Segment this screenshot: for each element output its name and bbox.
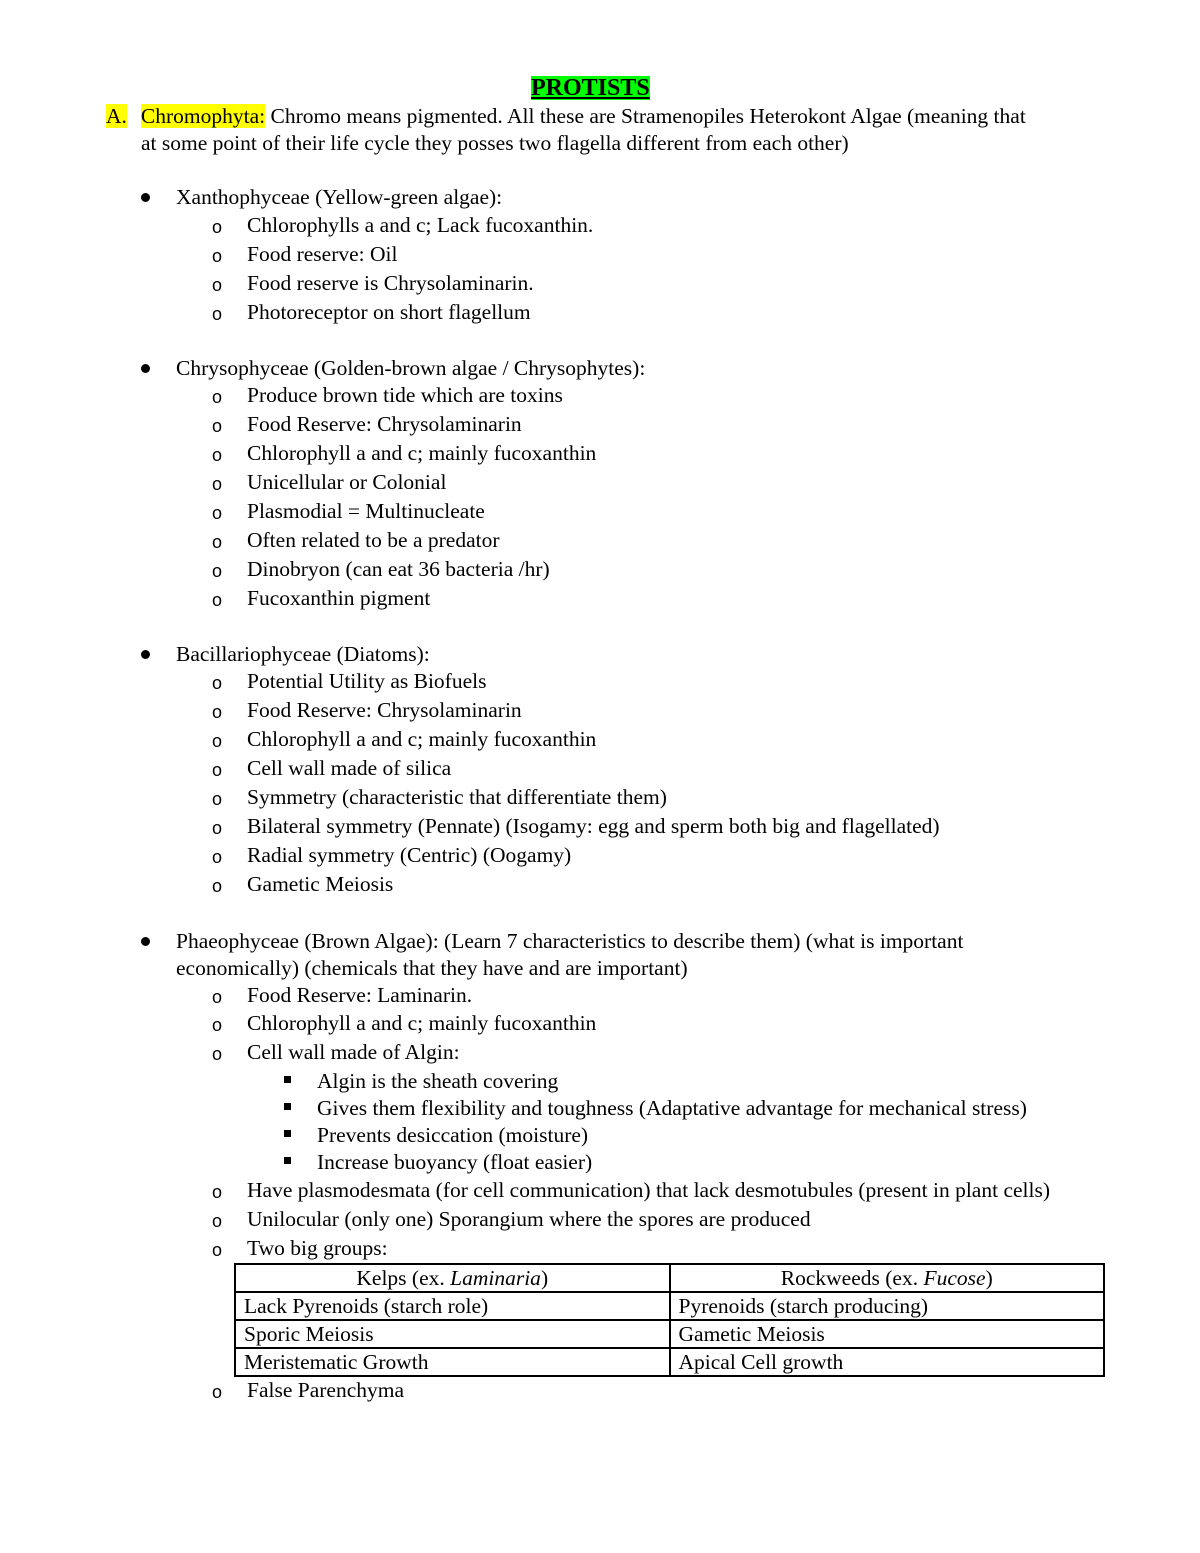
sub-bullet-marker: o xyxy=(212,987,223,1007)
list-item: Potential Utility as Biofuels xyxy=(247,669,487,693)
list-item: Food Reserve: Laminarin. xyxy=(247,983,473,1007)
sub-bullet-marker: o xyxy=(212,789,223,809)
square-bullet xyxy=(284,1130,291,1137)
group-heading-chrysophyceae: Chrysophyceae (Golden-brown algae / Chrysophytes): xyxy=(176,356,646,380)
sub-bullet-marker: o xyxy=(212,445,223,465)
sub-bullet-marker: o xyxy=(212,1015,223,1035)
list-subitem: Gives them flexibility and toughness (Adaptative advantage for mechanical stress) xyxy=(317,1096,1027,1120)
sub-bullet-marker: o xyxy=(212,561,223,581)
sub-bullet-marker: o xyxy=(212,760,223,780)
table-cell: Pyrenoids (starch producing) xyxy=(670,1292,1105,1320)
section-name: Chromophyta: xyxy=(140,104,266,128)
list-item: Fucoxanthin pigment xyxy=(247,586,431,610)
bullet-dot xyxy=(141,650,150,659)
sub-bullet-marker: o xyxy=(212,673,223,693)
table-cell: Gametic Meiosis xyxy=(670,1320,1105,1348)
list-item: Two big groups: xyxy=(247,1236,388,1260)
list-item: Chlorophyll a and c; mainly fucoxanthin xyxy=(247,727,597,751)
section-heading xyxy=(106,106,1026,128)
sub-bullet-marker: o xyxy=(212,503,223,523)
sub-bullet-marker: o xyxy=(212,474,223,494)
table-header-rockweeds xyxy=(670,1264,1105,1292)
table-cell: Sporic Meiosis xyxy=(235,1320,670,1348)
header-genus: Fucose xyxy=(923,1266,986,1290)
table-cell: Meristematic Growth xyxy=(235,1348,670,1376)
sub-bullet-marker: o xyxy=(212,217,223,237)
table-header-kelps xyxy=(235,1264,670,1292)
sub-bullet-marker: o xyxy=(212,847,223,867)
sub-bullet-marker: o xyxy=(212,304,223,324)
sub-bullet-marker: o xyxy=(212,1382,223,1402)
list-item: Have plasmodesmata (for cell communication) that lack desmotubules (present in plant cells) xyxy=(247,1178,1051,1202)
sub-bullet-marker: o xyxy=(212,702,223,722)
sub-bullet-marker: o xyxy=(212,731,223,751)
list-item: Photoreceptor on short flagellum xyxy=(247,300,531,324)
group-heading-bacillariophyceae: Bacillariophyceae (Diatoms): xyxy=(176,642,430,666)
group-heading-xanthophyceae: Xanthophyceae (Yellow-green algae): xyxy=(176,185,503,209)
sub-bullet-marker: o xyxy=(212,818,223,838)
sub-bullet-marker: o xyxy=(212,1240,223,1260)
list-item: Unilocular (only one) Sporangium where the spores are produced xyxy=(247,1207,811,1231)
sub-bullet-marker: o xyxy=(212,590,223,610)
header-close: ) xyxy=(985,1266,993,1290)
group-heading-phaeophyceae-continued: economically) (chemicals that they have and are important) xyxy=(176,956,688,980)
bullet-dot xyxy=(141,937,150,946)
list-item: Food Reserve: Chrysolaminarin xyxy=(247,698,522,722)
list-item: Unicellular or Colonial xyxy=(247,470,447,494)
header-close: ) xyxy=(540,1266,549,1290)
list-item: Chlorophyll a and c; mainly fucoxanthin xyxy=(247,1011,597,1035)
list-item: Bilateral symmetry (Pennate) (Isogamy: egg and sperm both big and flagellated) xyxy=(247,814,940,838)
table-cell: Apical Cell growth xyxy=(670,1348,1105,1376)
sub-bullet-marker: o xyxy=(212,876,223,896)
list-item: Produce brown tide which are toxins xyxy=(247,383,563,407)
sub-bullet-marker: o xyxy=(212,1211,223,1231)
list-item: Often related to be a predator xyxy=(247,528,500,552)
page-title: PROTISTS xyxy=(531,75,650,101)
section-letter: A. xyxy=(106,104,127,128)
bullet-dot xyxy=(141,364,150,373)
list-item: Food reserve: Oil xyxy=(247,242,398,266)
table-header-row xyxy=(235,1264,1104,1292)
sub-bullet-marker: o xyxy=(212,1044,223,1064)
group-heading-phaeophyceae: Phaeophyceae (Brown Algae): (Learn 7 characteristics to describe them) (what is important xyxy=(176,929,964,953)
list-item: Chlorophylls a and c; Lack fucoxanthin. xyxy=(247,213,594,237)
sub-bullet-marker: o xyxy=(212,416,223,436)
table-row xyxy=(235,1348,1104,1376)
sub-bullet-marker: o xyxy=(212,532,223,552)
list-subitem: Increase buoyancy (float easier) xyxy=(317,1150,593,1174)
sub-bullet-marker: o xyxy=(212,387,223,407)
sub-bullet-marker: o xyxy=(212,1182,223,1202)
section-intro-continued: at some point of their life cycle they posses two flagella different from each other) xyxy=(141,131,849,155)
header-text: Kelps (ex. xyxy=(356,1266,451,1290)
comparison-table xyxy=(234,1263,1105,1377)
header-text: Rockweeds (ex. xyxy=(780,1266,924,1290)
list-item: Food Reserve: Chrysolaminarin xyxy=(247,412,522,436)
bullet-dot xyxy=(141,193,150,202)
sub-bullet-marker: o xyxy=(212,246,223,266)
list-item: Chlorophyll a and c; mainly fucoxanthin xyxy=(247,441,597,465)
header-genus: Laminaria xyxy=(450,1266,541,1290)
list-item: Cell wall made of silica xyxy=(247,756,452,780)
list-item: Cell wall made of Algin: xyxy=(247,1040,460,1064)
list-item: Symmetry (characteristic that differentiate them) xyxy=(247,785,667,809)
table-cell: Lack Pyrenoids (starch role) xyxy=(235,1292,670,1320)
sub-bullet-marker: o xyxy=(212,275,223,295)
list-item: Food reserve is Chrysolaminarin. xyxy=(247,271,534,295)
square-bullet xyxy=(284,1157,291,1164)
table-row xyxy=(235,1292,1104,1320)
list-subitem: Prevents desiccation (moisture) xyxy=(317,1123,589,1147)
square-bullet xyxy=(284,1076,291,1083)
list-item: Plasmodial = Multinucleate xyxy=(247,499,485,523)
list-item: False Parenchyma xyxy=(247,1378,405,1402)
list-item: Gametic Meiosis xyxy=(247,872,394,896)
list-subitem: Algin is the sheath covering xyxy=(317,1069,559,1093)
table-row xyxy=(235,1320,1104,1348)
list-item: Radial symmetry (Centric) (Oogamy) xyxy=(247,843,572,867)
section-intro: Chromo means pigmented. All these are Stramenopiles Heterokont Algae (meaning that xyxy=(265,104,1026,128)
square-bullet xyxy=(284,1103,291,1110)
list-item: Dinobryon (can eat 36 bacteria /hr) xyxy=(247,557,550,581)
